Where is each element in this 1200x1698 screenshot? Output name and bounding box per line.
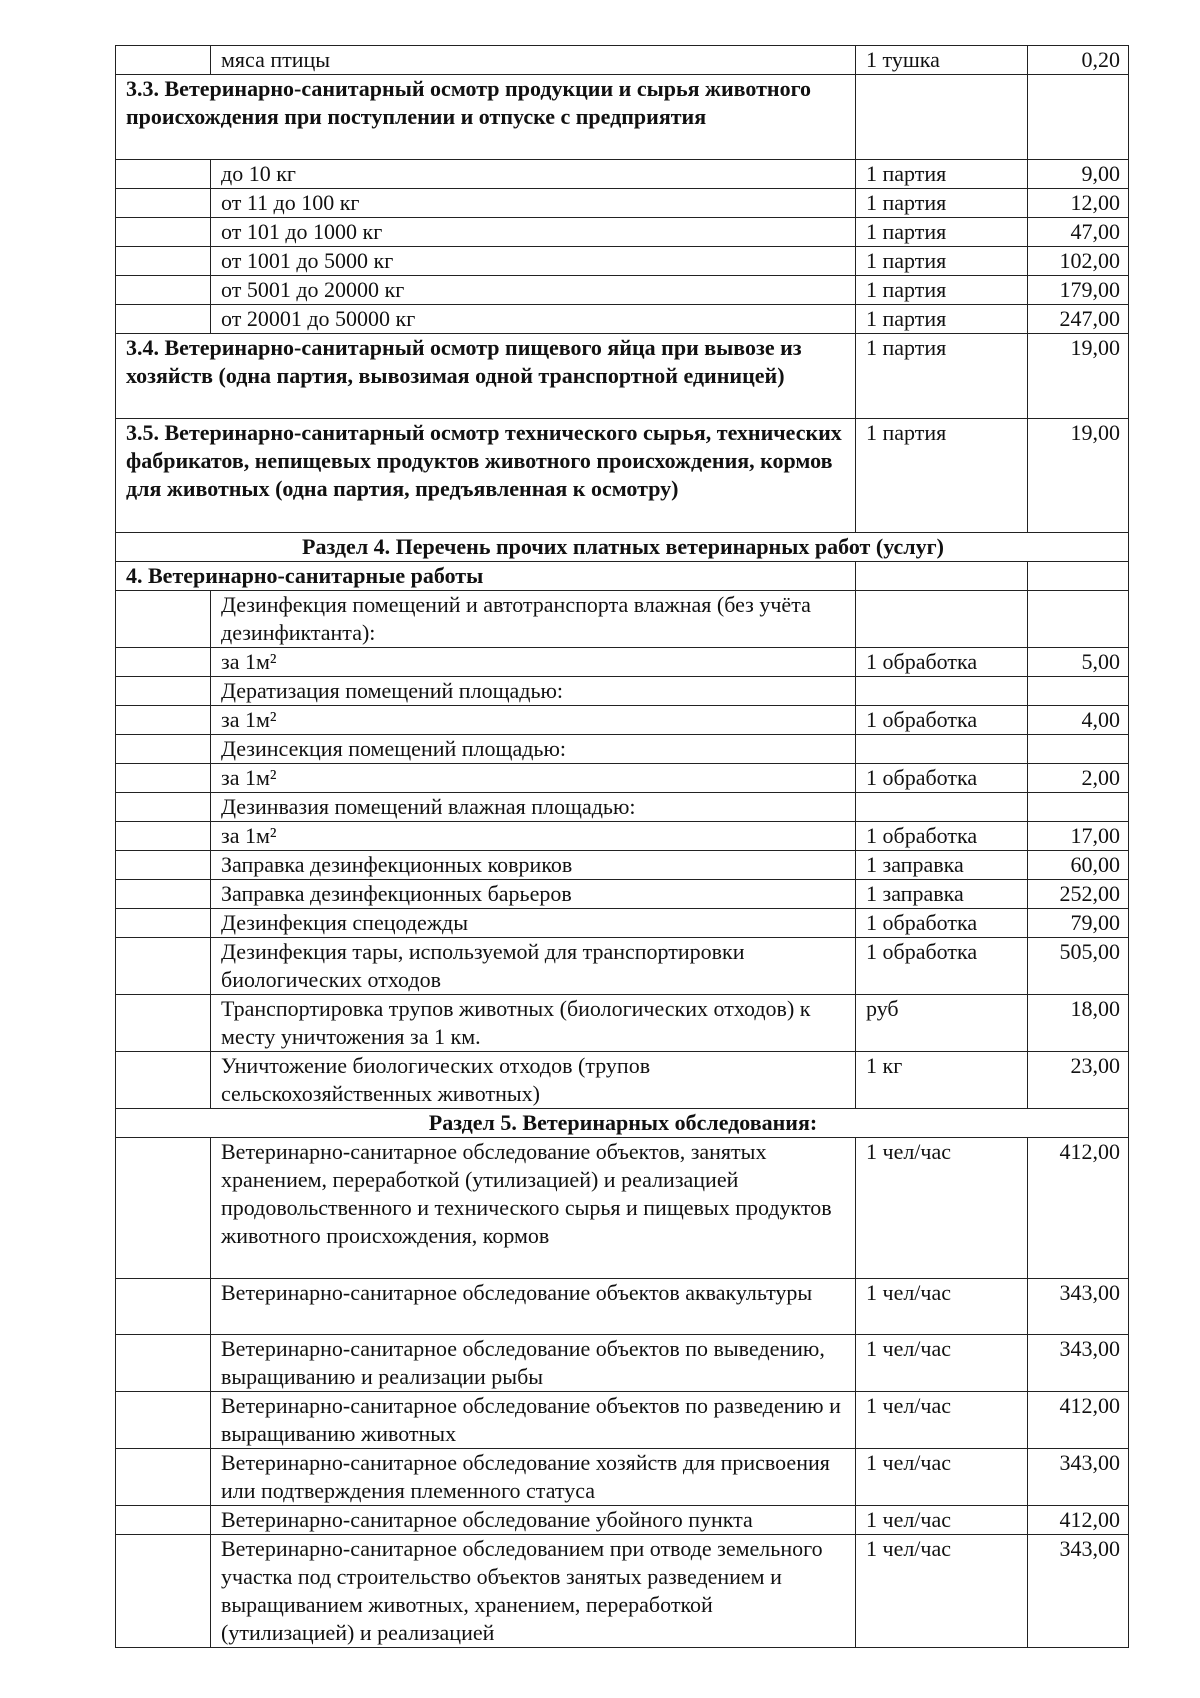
price-cell: 19,00 xyxy=(1028,334,1129,419)
table-row xyxy=(116,334,1129,419)
table-row xyxy=(116,46,1129,75)
unit-cell: 1 обработка xyxy=(856,938,1028,995)
unit-cell: 1 обработка xyxy=(856,648,1028,677)
table-row xyxy=(116,880,1129,909)
row-number-cell xyxy=(116,46,211,75)
price-cell: 19,00 xyxy=(1028,419,1129,533)
unit-cell xyxy=(856,75,1028,160)
table-row xyxy=(116,218,1129,247)
row-number-cell xyxy=(116,938,211,995)
unit-cell: 1 заправка xyxy=(856,851,1028,880)
unit-cell xyxy=(856,562,1028,591)
unit-cell xyxy=(856,677,1028,706)
table-row xyxy=(116,1535,1129,1648)
price-cell: 252,00 xyxy=(1028,880,1129,909)
table-row xyxy=(116,735,1129,764)
price-cell xyxy=(1028,562,1129,591)
row-number-cell xyxy=(116,218,211,247)
price-cell: 4,00 xyxy=(1028,706,1129,735)
row-number-cell xyxy=(116,276,211,305)
unit-cell: 1 чел/час xyxy=(856,1392,1028,1449)
table-row xyxy=(116,909,1129,938)
unit-cell xyxy=(856,793,1028,822)
unit-cell: 1 партия xyxy=(856,218,1028,247)
row-number-cell xyxy=(116,764,211,793)
service-name-cell: мяса птицы xyxy=(211,46,856,75)
unit-cell: 1 партия xyxy=(856,305,1028,334)
table-row xyxy=(116,1109,1129,1138)
price-cell: 2,00 xyxy=(1028,764,1129,793)
row-number-cell xyxy=(116,735,211,764)
price-cell: 12,00 xyxy=(1028,189,1129,218)
service-name-cell: Ветеринарно-санитарное обследование убойного пункта xyxy=(211,1506,856,1535)
table-row xyxy=(116,1506,1129,1535)
table-row xyxy=(116,591,1129,648)
price-cell: 5,00 xyxy=(1028,648,1129,677)
section-heading-cell: 3.4. Ветеринарно-санитарный осмотр пищевого яйца при вывозе из хозяйств (одна партия, вывозимая одной транспортной единицей) xyxy=(116,334,856,419)
row-number-cell xyxy=(116,880,211,909)
table-row xyxy=(116,247,1129,276)
table-row xyxy=(116,1052,1129,1109)
price-cell: 0,20 xyxy=(1028,46,1129,75)
service-name-cell: до 10 кг xyxy=(211,160,856,189)
service-name-cell: Дезинфекция тары, используемой для транспортировки биологических отходов xyxy=(211,938,856,995)
table-row xyxy=(116,851,1129,880)
row-number-cell xyxy=(116,1535,211,1648)
row-number-cell xyxy=(116,591,211,648)
service-name-cell: от 1001 до 5000 кг xyxy=(211,247,856,276)
price-cell: 17,00 xyxy=(1028,822,1129,851)
service-name-cell: за 1м² xyxy=(211,706,856,735)
service-name-cell: Ветеринарно-санитарное обследованием при отводе земельного участка под строительство объектов занятых разведением и выращиванием животных, хранением, переработкой (утилизацией) и реализацией xyxy=(211,1535,856,1648)
row-number-cell xyxy=(116,648,211,677)
table-row xyxy=(116,562,1129,591)
service-name-cell: от 11 до 100 кг xyxy=(211,189,856,218)
service-name-cell: за 1м² xyxy=(211,764,856,793)
price-cell xyxy=(1028,591,1129,648)
table-row xyxy=(116,995,1129,1052)
unit-cell: 1 партия xyxy=(856,247,1028,276)
section-title: Раздел 4. Перечень прочих платных ветеринарных работ (услуг) xyxy=(116,533,1129,562)
table-row xyxy=(116,160,1129,189)
section-title: Раздел 5. Ветеринарных обследования: xyxy=(116,1109,1129,1138)
row-number-cell xyxy=(116,851,211,880)
service-name-cell: Ветеринарно-санитарное обследование объектов аквакультуры xyxy=(211,1279,856,1335)
section-heading-cell: 4. Ветеринарно-санитарные работы xyxy=(116,562,856,591)
tariff-table xyxy=(115,45,1129,1648)
service-name-cell: Ветеринарно-санитарное обследование объектов по разведению и выращиванию животных xyxy=(211,1392,856,1449)
row-number-cell xyxy=(116,1138,211,1279)
unit-cell: 1 партия xyxy=(856,160,1028,189)
unit-cell: 1 обработка xyxy=(856,764,1028,793)
unit-cell: 1 чел/час xyxy=(856,1279,1028,1335)
price-cell: 102,00 xyxy=(1028,247,1129,276)
unit-cell: 1 обработка xyxy=(856,909,1028,938)
row-number-cell xyxy=(116,706,211,735)
service-name-cell: Транспортировка трупов животных (биологических отходов) к месту уничтожения за 1 км. xyxy=(211,995,856,1052)
price-cell xyxy=(1028,793,1129,822)
table-row xyxy=(116,764,1129,793)
table-row xyxy=(116,1449,1129,1506)
price-cell: 412,00 xyxy=(1028,1506,1129,1535)
service-name-cell: Дератизация помещений площадью: xyxy=(211,677,856,706)
row-number-cell xyxy=(116,1506,211,1535)
unit-cell: 1 чел/час xyxy=(856,1449,1028,1506)
row-number-cell xyxy=(116,247,211,276)
table-row xyxy=(116,677,1129,706)
row-number-cell xyxy=(116,1449,211,1506)
table-row xyxy=(116,1279,1129,1335)
row-number-cell xyxy=(116,822,211,851)
price-cell: 9,00 xyxy=(1028,160,1129,189)
table-row xyxy=(116,533,1129,562)
service-name-cell: от 20001 до 50000 кг xyxy=(211,305,856,334)
service-name-cell: Уничтожение биологических отходов (трупов сельскохозяйственных животных) xyxy=(211,1052,856,1109)
section-heading-cell: 3.5. Ветеринарно-санитарный осмотр технического сырья, технических фабрикатов, непищевых продуктов животного происхождения, кормов для животных (одна партия, предъявленная к осмотру) xyxy=(116,419,856,533)
section-heading-cell: 3.3. Ветеринарно-санитарный осмотр продукции и сырья животного происхождения при поступлении и отпуске с предприятия xyxy=(116,75,856,160)
price-cell: 343,00 xyxy=(1028,1535,1129,1648)
table-row xyxy=(116,419,1129,533)
unit-cell: 1 партия xyxy=(856,419,1028,533)
unit-cell: 1 чел/час xyxy=(856,1535,1028,1648)
table-row xyxy=(116,189,1129,218)
price-cell: 505,00 xyxy=(1028,938,1129,995)
price-cell: 79,00 xyxy=(1028,909,1129,938)
service-name-cell: Заправка дезинфекционных барьеров xyxy=(211,880,856,909)
price-cell: 343,00 xyxy=(1028,1449,1129,1506)
service-name-cell: за 1м² xyxy=(211,648,856,677)
price-cell: 343,00 xyxy=(1028,1279,1129,1335)
row-number-cell xyxy=(116,189,211,218)
table-row xyxy=(116,648,1129,677)
row-number-cell xyxy=(116,793,211,822)
service-name-cell: Дезинсекция помещений площадью: xyxy=(211,735,856,764)
service-name-cell: Ветеринарно-санитарное обследование объектов, занятых хранением, переработкой (утилизацией) и реализацией продовольственного и технического сырья и пищевых продуктов животного происхождения, кормов xyxy=(211,1138,856,1279)
table-row xyxy=(116,305,1129,334)
price-cell: 247,00 xyxy=(1028,305,1129,334)
price-cell: 47,00 xyxy=(1028,218,1129,247)
price-cell: 18,00 xyxy=(1028,995,1129,1052)
unit-cell xyxy=(856,735,1028,764)
table-row xyxy=(116,706,1129,735)
table-row xyxy=(116,1335,1129,1392)
table-row xyxy=(116,938,1129,995)
unit-cell: 1 кг xyxy=(856,1052,1028,1109)
row-number-cell xyxy=(116,1052,211,1109)
unit-cell: 1 чел/час xyxy=(856,1335,1028,1392)
service-name-cell: Дезинфекция спецодежды xyxy=(211,909,856,938)
row-number-cell xyxy=(116,1335,211,1392)
unit-cell: 1 чел/час xyxy=(856,1506,1028,1535)
price-cell: 60,00 xyxy=(1028,851,1129,880)
row-number-cell xyxy=(116,305,211,334)
unit-cell: 1 партия xyxy=(856,276,1028,305)
row-number-cell xyxy=(116,1279,211,1335)
unit-cell: 1 обработка xyxy=(856,822,1028,851)
row-number-cell xyxy=(116,1392,211,1449)
table-row xyxy=(116,793,1129,822)
row-number-cell xyxy=(116,677,211,706)
table-row xyxy=(116,276,1129,305)
price-cell: 23,00 xyxy=(1028,1052,1129,1109)
row-number-cell xyxy=(116,160,211,189)
unit-cell: 1 партия xyxy=(856,189,1028,218)
unit-cell: руб xyxy=(856,995,1028,1052)
service-name-cell: Заправка дезинфекционных ковриков xyxy=(211,851,856,880)
unit-cell: 1 обработка xyxy=(856,706,1028,735)
row-number-cell xyxy=(116,995,211,1052)
price-cell: 343,00 xyxy=(1028,1335,1129,1392)
service-name-cell: Ветеринарно-санитарное обследование хозяйств для присвоения или подтверждения племенного статуса xyxy=(211,1449,856,1506)
service-name-cell: Дезинвазия помещений влажная площадью: xyxy=(211,793,856,822)
price-cell xyxy=(1028,735,1129,764)
table-row xyxy=(116,822,1129,851)
price-cell: 412,00 xyxy=(1028,1138,1129,1279)
unit-cell: 1 чел/час xyxy=(856,1138,1028,1279)
price-cell xyxy=(1028,677,1129,706)
service-name-cell: Ветеринарно-санитарное обследование объектов по выведению, выращиванию и реализации рыбы xyxy=(211,1335,856,1392)
service-name-cell: от 5001 до 20000 кг xyxy=(211,276,856,305)
price-cell xyxy=(1028,75,1129,160)
unit-cell: 1 тушка xyxy=(856,46,1028,75)
unit-cell: 1 партия xyxy=(856,334,1028,419)
service-name-cell: Дезинфекция помещений и автотранспорта влажная (без учёта дезинфиктанта): xyxy=(211,591,856,648)
row-number-cell xyxy=(116,909,211,938)
service-name-cell: от 101 до 1000 кг xyxy=(211,218,856,247)
table-row xyxy=(116,75,1129,160)
price-cell: 179,00 xyxy=(1028,276,1129,305)
price-cell: 412,00 xyxy=(1028,1392,1129,1449)
unit-cell xyxy=(856,591,1028,648)
unit-cell: 1 заправка xyxy=(856,880,1028,909)
service-name-cell: за 1м² xyxy=(211,822,856,851)
table-row xyxy=(116,1392,1129,1449)
table-row xyxy=(116,1138,1129,1279)
